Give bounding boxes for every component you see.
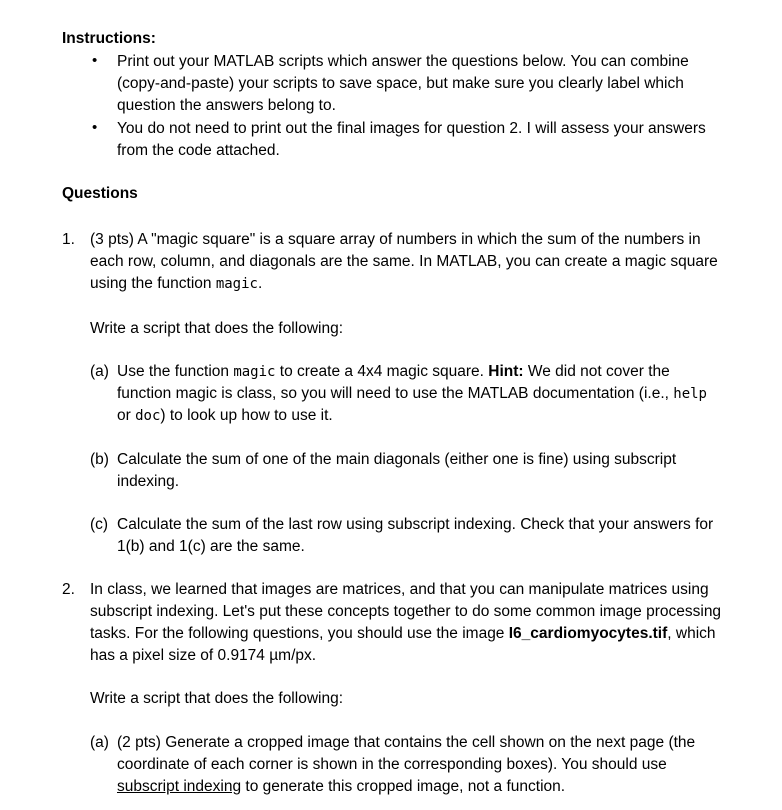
code-magic: magic [215, 276, 258, 292]
question-text: has a pixel size of 0.9174 µm/px. [90, 647, 317, 664]
subquestion-label: (a) [90, 734, 109, 751]
question-text: each row, column, and diagonals are the same. In MATLAB, you can create a magic square [90, 253, 718, 270]
subquestion-text: 1(b) and 1(c) are the same. [117, 538, 305, 555]
write-script-label: Write a script that does the following: [90, 320, 344, 337]
subquestion-text: (2 pts) Generate a cropped image that contains the cell shown on the next page (the [117, 734, 696, 751]
bullet-icon: • [92, 119, 98, 136]
instructions-heading: Instructions: [62, 30, 156, 47]
code-doc: doc [135, 408, 161, 424]
subquestion-text: subscript indexing to generate this cropped image, not a function. [117, 778, 566, 795]
subquestion-text: coordinate of each corner is shown in the corresponding boxes). You should use [117, 756, 667, 773]
questions-heading: Questions [62, 185, 138, 202]
instruction-text: (copy-and-paste) your scripts to save space, but make sure you clearly label which [117, 75, 684, 92]
question-text: subscript indexing. Let's put these concepts together to do some common image processing [90, 603, 722, 620]
question-text: (3 pts) A "magic square" is a square array of numbers in which the sum of the numbers in [90, 231, 701, 248]
instruction-text: Print out your MATLAB scripts which answer the questions below. You can combine [117, 53, 689, 70]
subquestion-label: (a) [90, 363, 109, 380]
subquestion-text: or doc) to look up how to use it. [117, 407, 333, 424]
question-text: using the function magic. [90, 275, 263, 292]
filename: I6_cardiomyocytes.tif [508, 625, 668, 642]
underlined-term: subscript indexing [117, 778, 242, 795]
instruction-text: You do not need to print out the final images for question 2. I will assess your answers [117, 120, 706, 137]
instruction-text: from the code attached. [117, 142, 280, 159]
bullet-icon: • [92, 52, 98, 69]
question-text: In class, we learned that images are matrices, and that you can manipulate matrices using [90, 581, 709, 598]
question-number: 1. [62, 231, 75, 248]
subquestion-text: Calculate the sum of one of the main diagonals (either one is fine) using subscript [117, 451, 677, 468]
hint-label: Hint: [488, 363, 524, 380]
subquestion-text: indexing. [117, 473, 180, 490]
code-help: help [673, 386, 707, 402]
subquestion-text: Calculate the sum of the last row using subscript indexing. Check that your answers for [117, 516, 714, 533]
instruction-text: question the answers belong to. [117, 97, 336, 114]
subquestion-text: function magic is class, so you will need to use the MATLAB documentation (i.e., help [117, 385, 707, 402]
subquestion-label: (c) [90, 516, 109, 533]
subquestion-label: (b) [90, 451, 109, 468]
subquestion-text: Use the function magic to create a 4x4 magic square. Hint: We did not cover the [117, 363, 670, 380]
question-text: tasks. For the following questions, you should use the image I6_cardiomyocytes.tif, which [90, 625, 716, 642]
write-script-label: Write a script that does the following: [90, 690, 344, 707]
question-number: 2. [62, 581, 75, 598]
code-magic: magic [233, 364, 276, 380]
